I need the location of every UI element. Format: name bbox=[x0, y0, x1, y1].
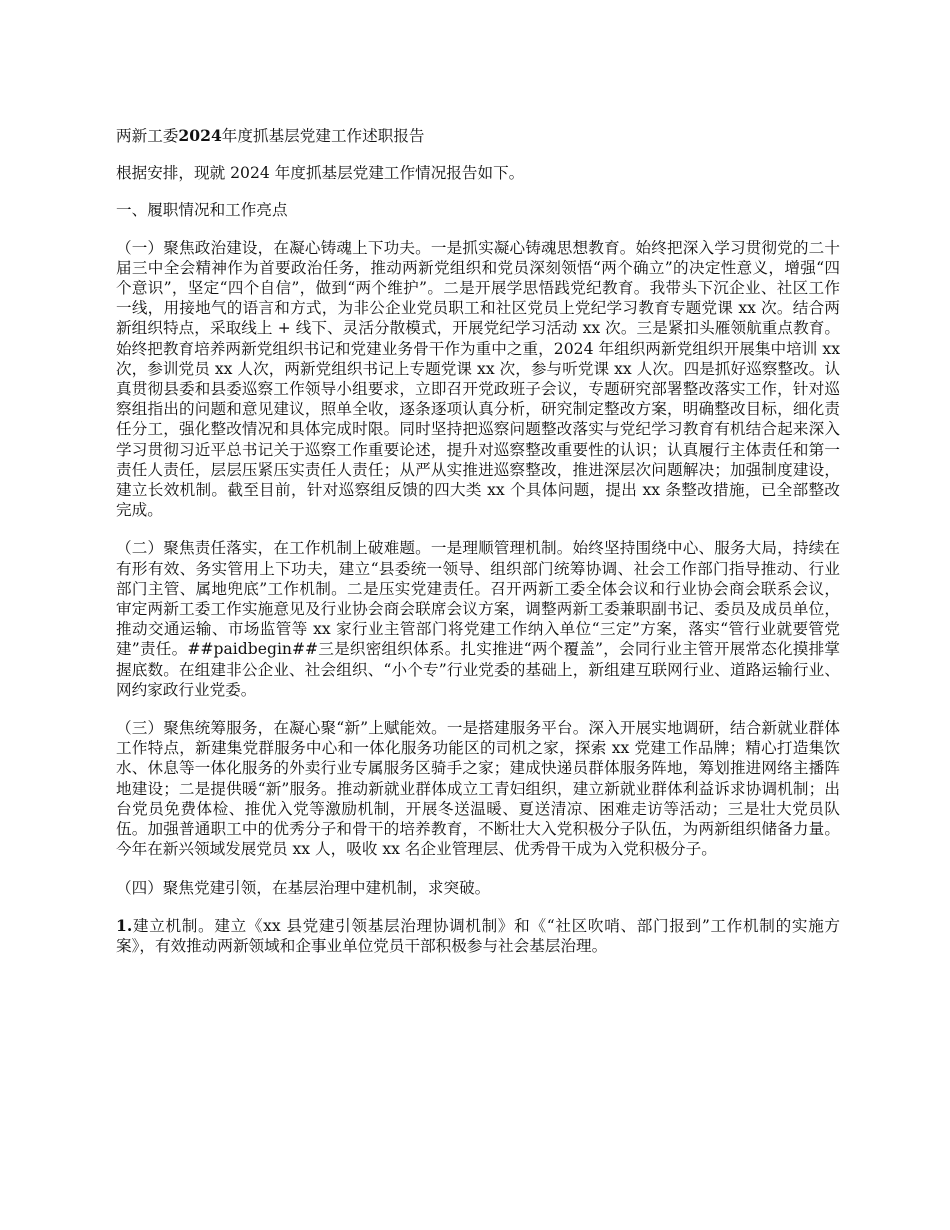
title-year: 2024 bbox=[178, 126, 222, 145]
title-prefix: 两新工委 bbox=[116, 127, 179, 145]
list-item-number: 1. bbox=[116, 915, 133, 935]
intro-paragraph: 根据安排，现就 2024 年度抓基层党建工作情况报告如下。 bbox=[116, 164, 525, 183]
list-item-text: 建立机制。建立《xx 县党建引领基层治理协调机制》和《“社区吹哨、部门报到”工作机制的实施方案》，有效推动两新领域和企事业单位党员干部积极参与社会基层治理。 bbox=[116, 916, 840, 955]
list-item-mechanism bbox=[116, 916, 840, 956]
paragraph-responsibility: （二）聚焦责任落实，在工作机制上破难题。一是理顺管理机制。始终坚持围绕中心、服务大局，持续在有形有效、务实管用上下功夫，建立“县委统一领导、组织部门统筹协调、社会工作部门指导推动、行业部门主管、属地兜底”工作机制。二是压实党建责任。召开两新工委全体会议和行业协会商会联系会议，审定两新工委工作实施意见及行业协会商会联席会议方案，调整两新工委兼职副书记、委员及成员单位，推动交通运输、市场监管等 xx 家行业主管部门将党建工作纳入单位“三定”方案，落实“管行业就要管党建”责任。##paidbegin##三是织密组织体系。扎实推进“两个覆盖”，会同行业主管开展常态化摸排掌握底数。在组建非公企业、社会组织、“小个专”行业党委的基础上，新组建互联网行业、道路运输行业、网约家政行业党委。 bbox=[116, 539, 840, 699]
section-heading: 一、履职情况和工作亮点 bbox=[116, 201, 288, 220]
paragraph-coordination-service: （三）聚焦统筹服务，在凝心聚“新”上赋能效。一是搭建服务平台。深入开展实地调研，结合新就业群体工作特点，新建集党群服务中心和一体化服务功能区的司机之家，探索 xx 党建工作品牌；精心打造集饮水、休息等一体化服务的外卖行业专属服务区骑手之家；建成快递员群体服务阵地，筹划推进网络主播阵地建设；二是提供暖“新”服务。推动新就业群体成立工青妇组织，建立新就业群体利益诉求协调机制；出台党员免费体检、推优入党等激励机制，开展冬送温暖、夏送清凉、困难走访等活动；三是壮大党员队伍。加强普通职工中的优秀分子和骨干的培养教育，不断壮大入党积极分子队伍，为两新组织储备力量。今年在新兴领域发展党员 xx 人，吸收 xx 名企业管理层、优秀骨干成为入党积极分子。 bbox=[116, 719, 840, 859]
paragraph-party-leadership: （四）聚焦党建引领，在基层治理中建机制，求突破。 bbox=[116, 878, 491, 897]
paragraph-political-building: （一）聚焦政治建设，在凝心铸魂上下功夫。一是抓实凝心铸魂思想教育。始终把深入学习贯彻党的二十届三中全会精神作为首要政治任务，推动两新党组织和党员深刻领悟“两个确立”的决定性意义，增强“四个意识”，坚定“四个自信”，做到“两个维护”。二是开展学思悟践党纪教育。我带头下沉企业、社区工作一线，用接地气的语言和方式，为非公企业党员职工和社区党员上党纪学习教育专题党课 xx 次。结合两新组织特点，采取线上 + 线下、灵活分散模式，开展党纪学习活动 xx 次。三是紧扣头雁领航重点教育。始终把教育培养两新党组织书记和党建业务骨干作为重中之重，2024 年组织两新党组织开展集中培训 xx 次，参训党员 xx 人次，两新党组织书记上专题党课 xx 次，参与听党课 xx 人次。四是抓好巡察整改。认真贯彻县委和县委巡察工作领导小组要求，立即召开党政班子会议，专题研究部署整改落实工作，针对巡察组指出的问题和意见建议，照单全收，逐条逐项认真分析，研究制定整改方案，明确整改目标，细化责任分工，强化整改情况和具体完成时限。同时坚持把巡察问题整改落实与党纪学习教育有机结合起来深入学习贯彻习近平总书记关于巡察工作重要论述，提升对巡察整改重要性的认识；认真履行主体责任和第一责任人责任，层层压紧压实责任人责任；从严从实推进巡察整改，推进深层次问题解决；加强制度建设，建立长效机制。截至目前，针对巡察组反馈的四大类 xx 个具体问题，提出 xx 条整改措施，已全部整改完成。 bbox=[116, 238, 840, 520]
title-suffix: 年度抓基层党建工作述职报告 bbox=[221, 127, 425, 145]
document-page bbox=[116, 126, 840, 974]
document-title bbox=[116, 126, 840, 146]
